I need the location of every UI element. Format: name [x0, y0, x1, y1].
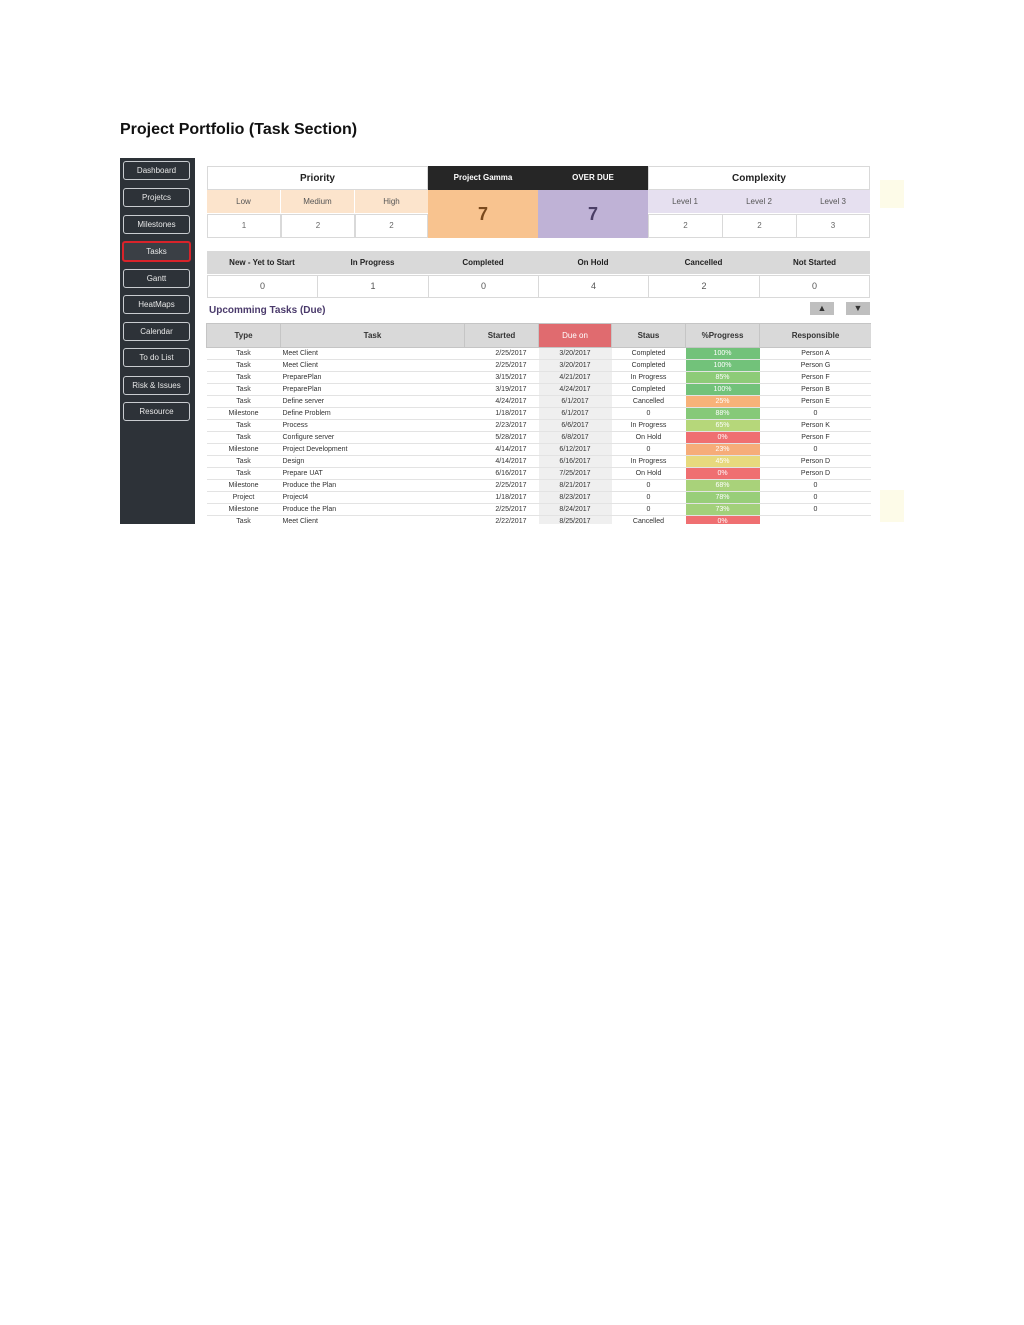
cell-started: 2/23/2017: [465, 420, 539, 432]
arrow-down-icon: ▼: [853, 303, 863, 313]
sidebar: [120, 158, 195, 524]
nav-heatmaps-button[interactable]: HeatMaps: [123, 295, 190, 314]
table-row[interactable]: [207, 432, 872, 444]
cell-progress: 0%: [686, 516, 760, 525]
cell-progress: 100%: [686, 384, 760, 396]
cell-responsible: Person B: [760, 384, 872, 396]
cell-status: In Progress: [612, 456, 686, 468]
status-onhold-value: 4: [538, 275, 649, 298]
cell-task: Define server: [281, 396, 465, 408]
cell-responsible: Person F: [760, 372, 872, 384]
cell-type: Milestone: [207, 444, 281, 456]
col-header-task[interactable]: Task: [281, 324, 465, 348]
table-row[interactable]: [207, 396, 872, 408]
cell-progress: 68%: [686, 480, 760, 492]
cell-type: Task: [207, 384, 281, 396]
status-notstarted-value: 0: [759, 275, 870, 298]
cell-due: 6/16/2017: [539, 456, 612, 468]
cell-started: 4/14/2017: [465, 456, 539, 468]
status-new-value: 0: [207, 275, 318, 298]
status-notstarted-label: Not Started: [759, 251, 870, 274]
cell-type: Task: [207, 372, 281, 384]
cell-task: Prepare UAT: [281, 468, 465, 480]
status-completed-value: 0: [428, 275, 539, 298]
status-inprogress-value: 1: [317, 275, 429, 298]
cell-task: Meet Client: [281, 516, 465, 525]
scroll-up-button[interactable]: [810, 302, 834, 315]
cell-status: 0: [612, 408, 686, 420]
cell-type: Task: [207, 348, 281, 360]
cell-due: 6/1/2017: [539, 396, 612, 408]
cell-progress: 88%: [686, 408, 760, 420]
cell-type: Task: [207, 360, 281, 372]
table-row[interactable]: [207, 420, 872, 432]
cell-progress: 0%: [686, 468, 760, 480]
cell-task: Produce the Plan: [281, 504, 465, 516]
nav-gantt-button[interactable]: Gantt: [123, 269, 190, 288]
complexity-level3-value: 3: [796, 214, 870, 238]
nav-todo-button[interactable]: To do List: [123, 348, 190, 367]
cell-started: 2/25/2017: [465, 480, 539, 492]
cell-due: 4/24/2017: [539, 384, 612, 396]
page-title: Project Portfolio (Task Section): [120, 121, 358, 138]
cell-started: 4/14/2017: [465, 444, 539, 456]
table-row[interactable]: [207, 408, 872, 420]
cell-responsible: Person K: [760, 420, 872, 432]
cell-due: 6/8/2017: [539, 432, 612, 444]
priority-medium-value: 2: [281, 214, 355, 238]
cell-due: 8/25/2017: [539, 516, 612, 525]
project-total-value: 7: [428, 190, 538, 238]
cell-due: 8/24/2017: [539, 504, 612, 516]
table-header-row: [207, 324, 872, 348]
cell-status: 0: [612, 444, 686, 456]
cell-responsible: Person A: [760, 348, 872, 360]
col-header-progress[interactable]: %Progress: [686, 324, 760, 348]
cell-started: 2/25/2017: [465, 360, 539, 372]
cell-responsible: Person G: [760, 360, 872, 372]
cell-progress: 100%: [686, 348, 760, 360]
status-cancelled-label: Cancelled: [648, 251, 759, 274]
cell-due: 7/25/2017: [539, 468, 612, 480]
status-cancelled-value: 2: [648, 275, 760, 298]
complexity-level2-value: 2: [722, 214, 797, 238]
cell-responsible: 0: [760, 504, 872, 516]
cell-responsible: Person D: [760, 468, 872, 480]
col-header-type[interactable]: Type: [207, 324, 281, 348]
priority-high-label: High: [355, 190, 428, 213]
cell-type: Milestone: [207, 504, 281, 516]
cell-progress: 23%: [686, 444, 760, 456]
table-row[interactable]: [207, 444, 872, 456]
cell-started: 1/18/2017: [465, 492, 539, 504]
cell-started: 4/24/2017: [465, 396, 539, 408]
complexity-level3-label: Level 3: [796, 190, 870, 213]
complexity-header: Complexity: [648, 166, 870, 190]
cell-task: Process: [281, 420, 465, 432]
table-row[interactable]: [207, 504, 872, 516]
cell-responsible: 0: [760, 408, 872, 420]
cell-started: 3/19/2017: [465, 384, 539, 396]
cell-due: 6/6/2017: [539, 420, 612, 432]
cell-progress: 45%: [686, 456, 760, 468]
tasks-table-viewport: [206, 323, 871, 524]
nav-resource-button[interactable]: Resource: [123, 402, 190, 421]
priority-low-value: 1: [207, 214, 281, 238]
cell-progress: 85%: [686, 372, 760, 384]
priority-low-label: Low: [207, 190, 280, 213]
cell-status: 0: [612, 480, 686, 492]
cell-progress: 78%: [686, 492, 760, 504]
complexity-level1-value: 2: [648, 214, 723, 238]
cell-due: 8/23/2017: [539, 492, 612, 504]
complexity-level1-label: Level 1: [648, 190, 722, 213]
overdue-header: OVER DUE: [538, 166, 648, 190]
table-row[interactable]: [207, 348, 872, 360]
nav-projects-button[interactable]: Projetcs: [123, 188, 190, 207]
scroll-down-button[interactable]: [846, 302, 870, 315]
col-header-started[interactable]: Started: [465, 324, 539, 348]
cell-type: Milestone: [207, 408, 281, 420]
cell-due: 6/1/2017: [539, 408, 612, 420]
cell-started: 5/28/2017: [465, 432, 539, 444]
cell-due: 3/20/2017: [539, 348, 612, 360]
table-row[interactable]: [207, 360, 872, 372]
table-row[interactable]: [207, 372, 872, 384]
cell-progress: 25%: [686, 396, 760, 408]
cell-type: Task: [207, 420, 281, 432]
cell-status: On Hold: [612, 468, 686, 480]
cell-task: Meet Client: [281, 348, 465, 360]
overdue-value: 7: [538, 190, 648, 238]
complexity-level2-label: Level 2: [722, 190, 796, 213]
cell-task: Define Problem: [281, 408, 465, 420]
cell-responsible: [760, 516, 872, 525]
cell-due: 3/20/2017: [539, 360, 612, 372]
table-row[interactable]: [207, 516, 872, 525]
cell-progress: 73%: [686, 504, 760, 516]
cell-status: Cancelled: [612, 396, 686, 408]
cell-status: On Hold: [612, 432, 686, 444]
col-header-status[interactable]: Staus: [612, 324, 686, 348]
table-row[interactable]: [207, 480, 872, 492]
cell-task: Configure server: [281, 432, 465, 444]
cell-responsible: 0: [760, 492, 872, 504]
table-row[interactable]: [207, 384, 872, 396]
status-onhold-label: On Hold: [538, 251, 648, 274]
cell-task: Design: [281, 456, 465, 468]
cell-type: Task: [207, 432, 281, 444]
status-new-label: New - Yet to Start: [207, 251, 317, 274]
arrow-up-icon: ▲: [817, 303, 827, 313]
cell-status: In Progress: [612, 420, 686, 432]
cell-started: 6/16/2017: [465, 468, 539, 480]
priority-medium-label: Medium: [281, 190, 354, 213]
cell-type: Task: [207, 516, 281, 525]
cell-responsible: Person E: [760, 396, 872, 408]
cell-due: 4/21/2017: [539, 372, 612, 384]
cell-type: Task: [207, 468, 281, 480]
cell-status: Completed: [612, 360, 686, 372]
status-completed-label: Completed: [428, 251, 538, 274]
cell-due: 8/21/2017: [539, 480, 612, 492]
cell-progress: 100%: [686, 360, 760, 372]
table-row[interactable]: [207, 492, 872, 504]
cell-due: 6/12/2017: [539, 444, 612, 456]
cell-status: Completed: [612, 384, 686, 396]
cell-type: Project: [207, 492, 281, 504]
cell-task: Meet Client: [281, 360, 465, 372]
background-mark: [880, 490, 904, 522]
priority-high-value: 2: [355, 214, 428, 238]
background-mark: [880, 180, 904, 208]
cell-type: Milestone: [207, 480, 281, 492]
cell-started: 3/15/2017: [465, 372, 539, 384]
cell-responsible: Person D: [760, 456, 872, 468]
cell-task: Produce the Plan: [281, 480, 465, 492]
col-header-responsible[interactable]: Responsible: [760, 324, 872, 348]
cell-status: Cancelled: [612, 516, 686, 525]
cell-status: 0: [612, 492, 686, 504]
cell-task: PreparePlan: [281, 384, 465, 396]
status-inprogress-label: In Progress: [317, 251, 428, 274]
cell-type: Task: [207, 396, 281, 408]
col-header-due[interactable]: Due on: [539, 324, 612, 348]
cell-task: Project4: [281, 492, 465, 504]
tasks-table: [206, 323, 871, 524]
cell-started: 2/25/2017: [465, 504, 539, 516]
cell-task: Project Development: [281, 444, 465, 456]
nav-calendar-button[interactable]: Calendar: [123, 322, 190, 341]
cell-responsible: Person F: [760, 432, 872, 444]
cell-progress: 0%: [686, 432, 760, 444]
cell-status: In Progress: [612, 372, 686, 384]
cell-task: PreparePlan: [281, 372, 465, 384]
cell-status: 0: [612, 504, 686, 516]
nav-risk-issues-button[interactable]: Risk & Issues: [123, 376, 190, 395]
table-row[interactable]: [207, 468, 872, 480]
cell-responsible: 0: [760, 480, 872, 492]
nav-dashboard-button[interactable]: Dashboard: [123, 161, 190, 180]
project-header: Project Gamma: [428, 166, 538, 190]
cell-type: Task: [207, 456, 281, 468]
nav-tasks-button[interactable]: Tasks: [122, 241, 191, 262]
cell-status: Completed: [612, 348, 686, 360]
priority-header: Priority: [207, 166, 428, 190]
cell-progress: 65%: [686, 420, 760, 432]
cell-started: 1/18/2017: [465, 408, 539, 420]
nav-milestones-button[interactable]: Milestones: [123, 215, 190, 234]
upcoming-tasks-title: Upcomming Tasks (Due): [209, 305, 326, 316]
cell-responsible: 0: [760, 444, 872, 456]
cell-started: 2/22/2017: [465, 516, 539, 525]
tasks-table-body: [207, 348, 872, 525]
cell-started: 2/25/2017: [465, 348, 539, 360]
table-row[interactable]: [207, 456, 872, 468]
